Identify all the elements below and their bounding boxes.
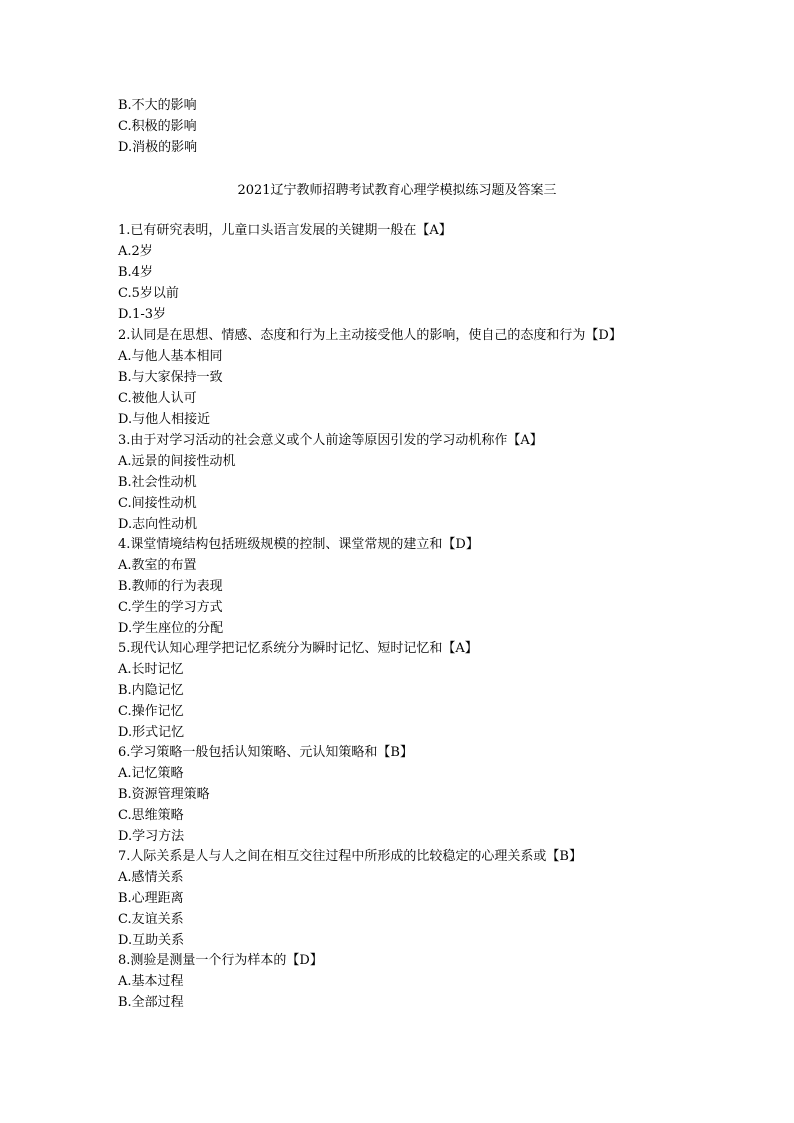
question-option: B.与大家保持一致 [118, 370, 223, 385]
question-option: B.教师的行为表现 [118, 579, 223, 594]
question-option: A.教室的布置 [118, 558, 197, 573]
question-stem: 6.学习策略一般包括认知策略、元认知策略和【B】 [118, 745, 413, 760]
prev-option-b: B.不大的影响 [118, 98, 197, 113]
question-option: A.记忆策略 [118, 766, 184, 781]
prev-option-d: D.消极的影响 [118, 140, 198, 155]
question-option: A.感情关系 [118, 870, 184, 885]
question-option: D.学习方法 [118, 829, 185, 844]
question-option: D.学生座位的分配 [118, 621, 224, 636]
question-option: A.远景的间接性动机 [118, 454, 236, 469]
question-option: A.与他人基本相同 [118, 349, 223, 364]
question-option: B.4岁 [118, 265, 153, 280]
question-option: B.资源管理策略 [118, 787, 210, 802]
question-option: A.2岁 [118, 244, 153, 259]
question-option: D.1-3岁 [118, 307, 167, 322]
question-option: A.基本过程 [118, 974, 184, 989]
question-option: C.友谊关系 [118, 912, 184, 927]
question-option: D.形式记忆 [118, 725, 185, 740]
question-option: C.间接性动机 [118, 496, 197, 511]
question-option: C.思维策略 [118, 808, 184, 823]
question-option: B.心理距离 [118, 891, 184, 906]
question-stem: 4.课堂情境结构包括班级规模的控制、课堂常规的建立和【D】 [118, 537, 479, 552]
question-option: B.社会性动机 [118, 475, 197, 490]
question-option: B.内隐记忆 [118, 683, 184, 698]
question-stem: 5.现代认知心理学把记忆系统分为瞬时记忆、短时记忆和【A】 [118, 641, 478, 656]
section-title: 2021辽宁教师招聘考试教育心理学模拟练习题及答案三 [237, 183, 557, 198]
question-option: D.与他人相接近 [118, 412, 211, 427]
question-option: C.学生的学习方式 [118, 600, 223, 615]
prev-option-c: C.积极的影响 [118, 119, 197, 134]
question-option: B.全部过程 [118, 995, 184, 1010]
question-option: C.被他人认可 [118, 391, 197, 406]
question-stem: 1.已有研究表明，儿童口头语言发展的关键期一般在【A】 [118, 223, 452, 238]
question-option: C.5岁以前 [118, 286, 179, 301]
question-stem: 7.人际关系是人与人之间在相互交往过程中所形成的比较稳定的心理关系或【B】 [118, 849, 582, 864]
question-stem: 8.测验是测量一个行为样本的【D】 [118, 953, 323, 968]
question-stem: 3.由于对学习活动的社会意义或个人前途等原因引发的学习动机称作【A】 [118, 433, 543, 448]
question-option: A.长时记忆 [118, 662, 184, 677]
question-option: D.互助关系 [118, 933, 185, 948]
question-stem: 2.认同是在思想、情感、态度和行为上主动接受他人的影响，使自己的态度和行为【D】 [118, 328, 622, 343]
question-option: D.志向性动机 [118, 517, 198, 532]
question-option: C.操作记忆 [118, 704, 184, 719]
